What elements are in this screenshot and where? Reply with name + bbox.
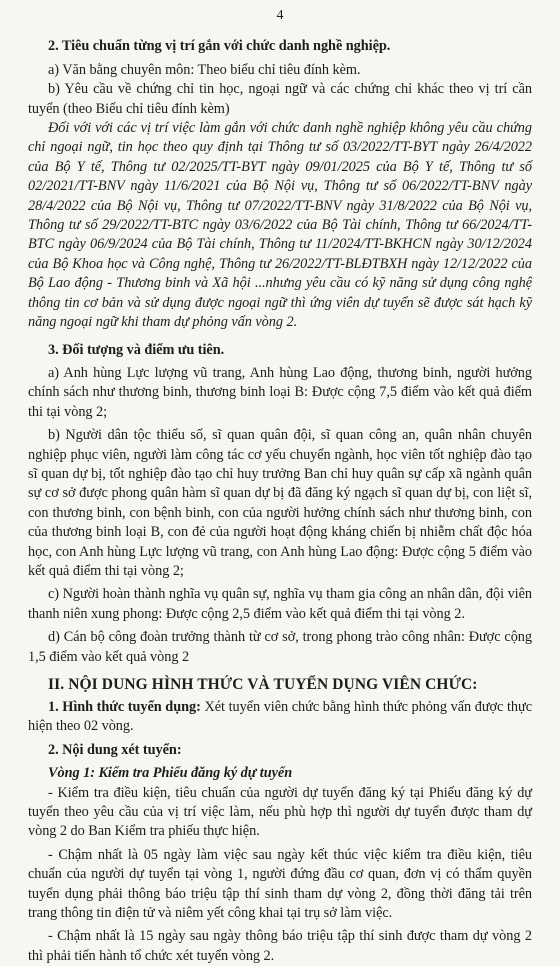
section-3-title: 3. Đối tượng và điểm ưu tiên. bbox=[48, 341, 225, 358]
s2-note: Đối với với các vị trí việc làm gắn với chức danh nghề nghiệp không yêu cầu chứng chỉ ngoại ngữ, tin học theo quy định tại Thông tư số 03/2022/TT-BYT ngày 26/4/2022 của Bộ Y tế, Thông tư 02/2025/TT-BYT ngày 09/01/2025 của Bộ Y tế, Thông tư số 02/2021/TT-BNV ngày 11/6/2021 của Bộ Nội vụ, Thông tư số 06/2022/TT-BNV ngày 28/4/2022 của Bộ Nội vụ, Thông tư 07/2022/TT-BNV ngày 31/8/2022 của Bộ Nội vụ, Thông tư số 29/2022/TT-BTC ngày 03/6/2022 của Bộ Tài chính, Thông tư 66/2024/TT-BTC ngày 06/9/2024 của Bộ Tài chính, Thông tư 11/2024/TT-BKHCN ngày 30/12/2024 của Bộ Khoa học và Công nghệ, Thông tư 26/2022/TT-BLĐTBXH ngày 12/12/2022 của Bộ Lao động - Thương binh và Xã hội ...nhưng yêu cầu có kỹ năng sử dụng công nghệ thông tin cơ bản và sử dụng được ngoại ngữ thì ứng viên dự tuyển sẽ được sát hạch kỹ năng ngoại ngữ khi tham dự phỏng vấn vòng 2. bbox=[28, 120, 532, 331]
s3-item-b: b) Người dân tộc thiểu số, sĩ quan quân đội, sĩ quan công an, quân nhân chuyên nghiệp phục viên, người làm công tác cơ yếu chuyển ngành, học viên tốt nghiệp đào tạo sĩ quan dự bị, tốt nghiệp đào tạo chỉ huy trưởng Ban chỉ huy quân sự cấp xã ngành quân sự cơ sở được phong quân hàm sĩ quan dự bị đã đăng ký ngạch sĩ quan dự bị, con liệt sĩ, con thương binh, con bệnh binh, con của người hưởng chính sách như thương binh, con của thương binh loại B, con đẻ của người hoạt động kháng chiến bị nhiễm chất độc hóa học, con Anh hùng Lực lượng vũ trang, con Anh hùng Lao động: Được cộng 5 điểm vào kết quả điểm thi tại vòng 2; bbox=[28, 427, 532, 579]
s2-item-b: b) Yêu cầu về chứng chỉ tin học, ngoại ngữ và các chứng chỉ khác theo vị trí cần tuyển (theo Biểu chỉ tiêu đính kèm) bbox=[28, 81, 532, 117]
recruitment-form-text: Xét tuyển viên chức bằng hình thức phỏng vấn được thực hiện theo 02 vòng. bbox=[28, 699, 532, 735]
page-number: 4 bbox=[276, 8, 284, 23]
content-title: 2. Nội dung xét tuyển: bbox=[48, 741, 182, 758]
recruitment-form bbox=[28, 698, 532, 737]
round-1-para-1: - Kiểm tra điều kiện, tiêu chuẩn của người dự tuyển đăng ký tại Phiếu đăng ký dự tuyển theo yêu cầu của vị trí việc làm, nếu phù hợp thì người dự tuyển được tham dự vòng 2 do Ban Kiểm tra phiếu thực hiện. bbox=[28, 784, 532, 840]
section-2-title: 2. Tiêu chuẩn từng vị trí gắn với chức danh nghề nghiệp. bbox=[48, 38, 391, 55]
round-1-para-2: - Chậm nhất là 05 ngày làm việc sau ngày kết thúc việc kiểm tra điều kiện, tiêu chuẩn của người dự tuyển tại vòng 1, người đứng đầu cơ quan, đơn vị có thẩm quyền tuyển dụng phải thông báo triệu tập thí sinh tham dự vòng 2, đồng thời đăng tải trên trang thông tin điện tử và niêm yết công khai tại trụ sở làm việc. bbox=[28, 846, 532, 922]
s2-item-a: a) Văn bằng chuyên môn: Theo biểu chỉ tiêu đính kèm. bbox=[48, 61, 361, 78]
round-1-title: Vòng 1: Kiểm tra Phiếu đăng ký dự tuyển bbox=[48, 765, 293, 782]
round-1-para-3: - Chậm nhất là 15 ngày sau ngày thông báo triệu tập thí sinh được tham dự vòng 2 thì phải tiến hành tổ chức xét tuyển vòng 2. bbox=[28, 928, 532, 964]
s3-item-d: d) Cán bộ công đoàn trưởng thành từ cơ sở, trong phong trào công nhân: Được cộng 1,5 điểm vào kết quả vòng 2 bbox=[28, 629, 532, 665]
s3-item-c: c) Người hoàn thành nghĩa vụ quân sự, nghĩa vụ tham gia công an nhân dân, đội viên thanh niên xung phong: Được cộng 2,5 điểm vào kết quả điểm thi tại vòng 2. bbox=[28, 586, 532, 622]
recruitment-form-label: 1. Hình thức tuyển dụng: bbox=[48, 699, 201, 715]
section-II-title: II. NỘI DUNG HÌNH THỨC VÀ TUYỂN DỤNG VIÊN CHỨC: bbox=[48, 676, 478, 693]
s3-item-a: a) Anh hùng Lực lượng vũ trang, Anh hùng Lao động, thương binh, người hưởng chính sách như thương binh, thương binh loại B: Được cộng 7,5 điểm vào kết quả điểm thi tại vòng 2; bbox=[28, 364, 532, 420]
